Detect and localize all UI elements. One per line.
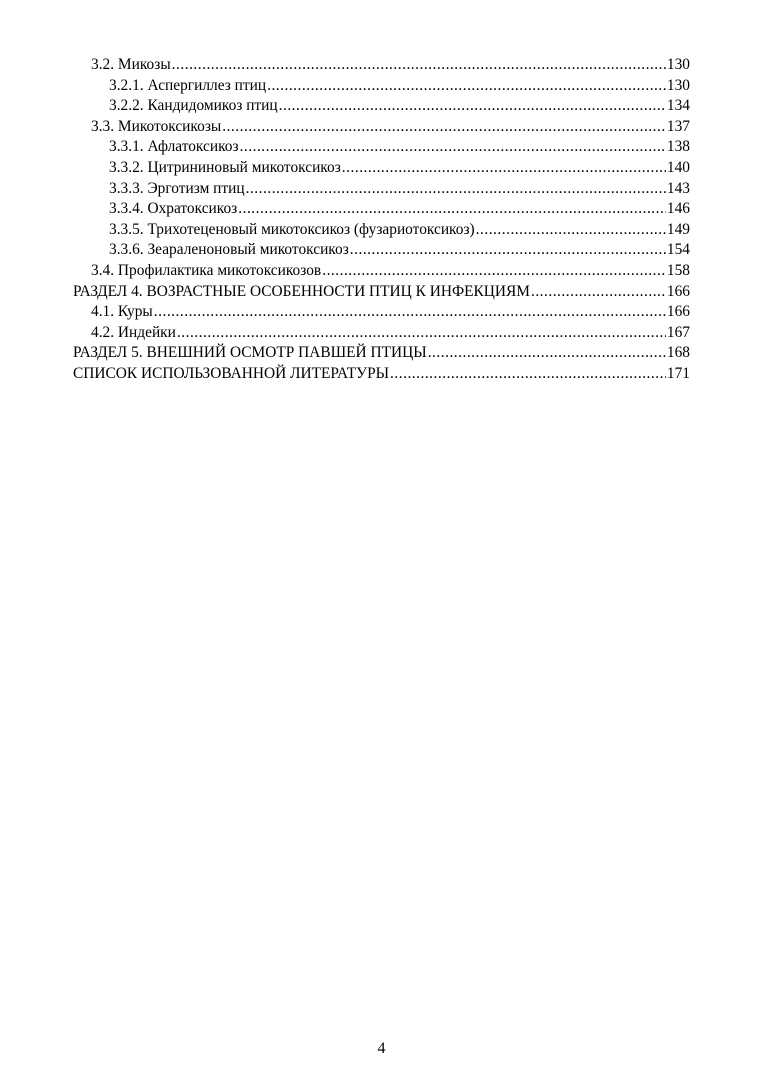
toc-entry-title: 3.2.2. Кандидомикоз птиц — [109, 97, 278, 115]
toc-dot-leader — [476, 220, 666, 241]
toc-entry-title: 3.3.3. Эрготизм птиц — [109, 179, 245, 197]
toc-dot-leader — [342, 158, 666, 179]
toc-entry[interactable] — [73, 364, 690, 385]
page-number: 4 — [377, 1040, 386, 1057]
toc-dot-leader — [172, 55, 666, 76]
toc-entry[interactable] — [73, 158, 690, 179]
toc-dot-leader — [240, 137, 666, 158]
toc-entry-page: 140 — [666, 158, 690, 176]
toc-dot-leader — [222, 117, 666, 138]
toc-entry-page: 146 — [666, 200, 690, 218]
toc-entry[interactable] — [73, 343, 690, 364]
toc-entry-page: 137 — [666, 117, 690, 135]
toc-entry[interactable] — [73, 282, 690, 303]
toc-entry[interactable] — [73, 199, 690, 220]
toc-dot-leader — [267, 76, 666, 97]
toc-dot-leader — [238, 199, 666, 220]
toc-entry-page: 130 — [666, 76, 690, 94]
toc-entry[interactable] — [73, 55, 690, 76]
toc-entry-title: 3.3.5. Трихотеценовый микотоксикоз (фузариотоксикоз) — [109, 220, 475, 238]
toc-entry[interactable] — [73, 117, 690, 138]
toc-entry-title: СПИСОК ИСПОЛЬЗОВАННОЙ ЛИТЕРАТУРЫ — [73, 364, 390, 382]
toc-entry-title: 3.2.1. Аспергиллез птиц — [109, 76, 267, 94]
toc-entry-title: 3.3.6. Зеараленоновый микотоксикоз — [109, 241, 349, 259]
toc-entry-title: 3.3. Микотоксикозы — [91, 117, 222, 135]
toc-entry-page: 130 — [666, 56, 690, 73]
toc-entry-title: 3.3.2. Цитрининовый микотоксикоз — [109, 158, 341, 176]
toc-entry-page: 134 — [666, 97, 690, 115]
toc-entry-page: 166 — [666, 303, 690, 321]
toc-entry-title: 4.2. Индейки — [91, 323, 176, 341]
toc-dot-leader — [177, 323, 666, 344]
toc-dot-leader — [322, 261, 666, 282]
toc-entry[interactable] — [73, 220, 690, 241]
toc-entry-page: 167 — [666, 323, 690, 341]
toc-dot-leader — [350, 240, 666, 261]
toc-entry-page: 143 — [666, 179, 690, 197]
toc-entry-title: 3.3.1. Афлатоксикоз — [109, 138, 239, 156]
toc-entry-title: РАЗДЕЛ 4. ВОЗРАСТНЫЕ ОСОБЕННОСТИ ПТИЦ К ИНФЕКЦИЯМ — [73, 282, 530, 300]
toc-entry-page: 154 — [666, 241, 690, 259]
toc-entry[interactable] — [73, 323, 690, 344]
toc-entry[interactable] — [73, 179, 690, 200]
toc-entry[interactable] — [73, 261, 690, 282]
toc-entry-page: 138 — [666, 138, 690, 156]
toc-entry[interactable] — [73, 96, 690, 117]
toc-dot-leader — [428, 343, 666, 364]
toc-dot-leader — [154, 302, 666, 323]
toc-entry-page: 166 — [666, 282, 690, 300]
toc-entry-page: 171 — [666, 364, 690, 382]
toc-entry-title: РАЗДЕЛ 5. ВНЕШНИЙ ОСМОТР ПАВШЕЙ ПТИЦЫ — [73, 344, 427, 362]
table-of-contents — [73, 55, 690, 385]
toc-entry-page: 168 — [666, 344, 690, 362]
toc-entry-page: 158 — [666, 261, 690, 279]
toc-entry-title: 3.3.4. Охратоксикоз — [109, 200, 238, 218]
toc-dot-leader — [390, 364, 666, 385]
toc-entry[interactable] — [73, 240, 690, 261]
toc-dot-leader — [279, 96, 666, 117]
toc-dot-leader — [246, 179, 666, 200]
toc-entry-page: 149 — [666, 220, 690, 238]
toc-entry-title: 3.4. Профилактика микотоксикозов — [91, 261, 322, 279]
toc-entry-title: 3.2. Микозы — [91, 56, 171, 73]
toc-dot-leader — [531, 282, 666, 303]
toc-entry[interactable] — [73, 137, 690, 158]
toc-entry[interactable] — [73, 76, 690, 97]
toc-entry-title: 4.1. Куры — [91, 303, 153, 321]
toc-entry[interactable] — [73, 302, 690, 323]
